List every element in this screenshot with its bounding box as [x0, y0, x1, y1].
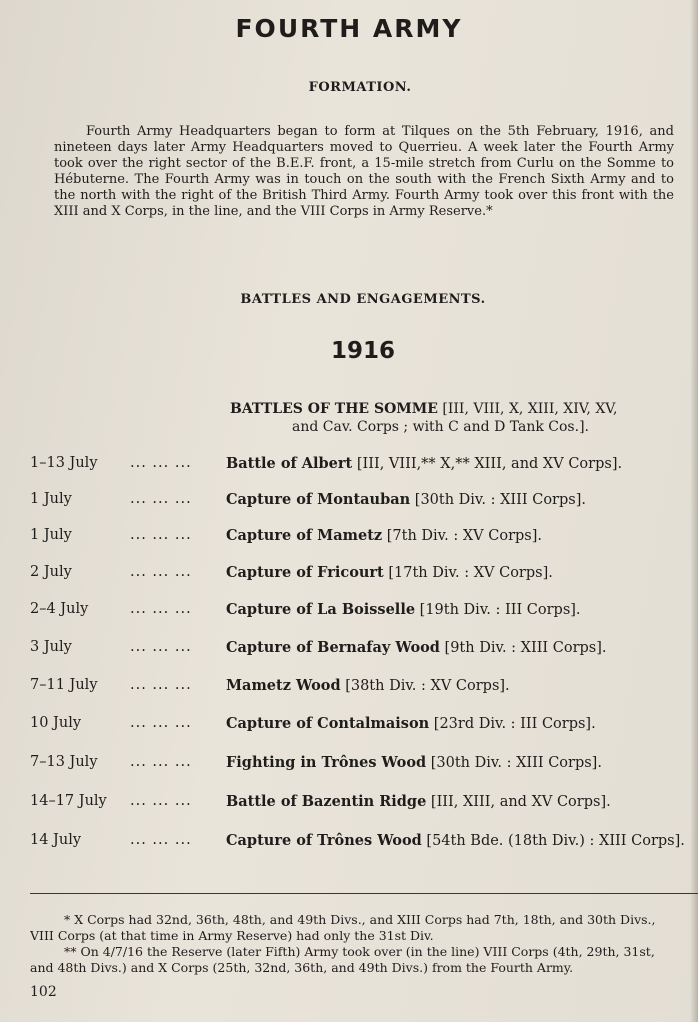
battle-row [30, 793, 698, 815]
somme-corps-line2: and Cav. Corps ; with C and D Tank Cos.]. [292, 419, 589, 435]
battle-date: 1 July [30, 491, 72, 507]
somme-heading [230, 400, 690, 436]
battle-name: Capture of Trônes Wood [226, 832, 422, 849]
leader-dots: ... ... ... [130, 564, 192, 580]
battle-name: Capture of Contalmaison [226, 715, 430, 732]
somme-corps-line1: [III, VIII, X, XIII, XIV, XV, [442, 401, 618, 417]
battle-date: 14 July [30, 832, 82, 848]
battle-date: 3 July [30, 639, 72, 655]
battle-row [30, 527, 698, 549]
formation-paragraph [54, 124, 674, 220]
battle-name: Battle of Bazentin Ridge [226, 793, 427, 810]
battle-name: Capture of La Boisselle [226, 601, 416, 618]
leader-dots: ... ... ... [130, 715, 192, 731]
battle-name: Capture of Mametz [226, 527, 383, 544]
leader-dots: ... ... ... [130, 455, 192, 471]
battle-detail: [III, XIII, and XV Corps]. [430, 794, 611, 810]
footnote-divider [30, 893, 698, 894]
leader-dots: ... ... ... [130, 793, 192, 809]
leader-dots: ... ... ... [130, 677, 192, 693]
footnotes [30, 912, 698, 976]
battle-date: 7–13 July [30, 754, 98, 770]
formation-heading: FORMATION. [308, 80, 412, 95]
battle-row [30, 832, 698, 854]
battle-name: Mametz Wood [226, 677, 341, 694]
battle-detail: [19th Div. : III Corps]. [419, 602, 581, 618]
page-number: 102 [30, 984, 57, 1000]
battle-name: Fighting in Trônes Wood [226, 754, 427, 771]
leader-dots: ... ... ... [130, 601, 192, 617]
formation-text: Fourth Army Headquarters began to form at Tilques on the 5th February, 1916, and nineteen days later Army Headquarters moved to Querrieu. A week later the Fourth Army took over the right sector of the B.E.F. front, a 15-mile stretch from Curlu on the Somme to Hébuterne. The Fourth Army was in touch on the south with the French Sixth Army and to the north with the right of the British Third Army. Fourth Army took over this front with the XIII and X Corps, in the line, and the VIII Corps in Army Reserve.* [54, 124, 674, 219]
battle-row [30, 564, 698, 586]
battle-detail: [30th Div. : XIII Corps]. [414, 492, 586, 508]
battle-row [30, 754, 698, 776]
year-heading: 1916 [330, 338, 395, 364]
leader-dots: ... ... ... [130, 639, 192, 655]
footnote-2-line2: and 48th Divs.) and X Corps (25th, 32nd, 36th, and 49th Divs.) from the Fourth Army. [30, 960, 574, 975]
battle-row [30, 455, 698, 477]
battle-row [30, 491, 698, 513]
battle-detail: [23rd Div. : III Corps]. [433, 716, 596, 732]
battle-row [30, 715, 698, 737]
leader-dots: ... ... ... [130, 527, 192, 543]
battle-date: 2 July [30, 564, 72, 580]
footnote-1-line1: * X Corps had 32nd, 36th, 48th, and 49th Divs., and XIII Corps had 7th, 18th, and 30th Divs., [64, 912, 656, 927]
battle-name: Battle of Albert [226, 455, 353, 472]
battle-detail: [54th Bde. (18th Div.) : XIII Corps]. [426, 833, 685, 849]
battle-date: 10 July [30, 715, 82, 731]
footnote-2-line1: ** On 4/7/16 the Reserve (later Fifth) Army took over (in the line) VIII Corps (4th, 29th, 31st, [64, 944, 655, 959]
page-title: FOURTH ARMY [235, 14, 463, 43]
battle-row [30, 601, 698, 623]
battle-detail: [38th Div. : XV Corps]. [345, 678, 510, 694]
somme-title: BATTLES OF THE SOMME [230, 401, 438, 417]
battle-date: 1–13 July [30, 455, 98, 471]
battle-detail: [III, VIII,** X,** XIII, and XV Corps]. [356, 456, 623, 472]
leader-dots: ... ... ... [130, 491, 192, 507]
battle-date: 1 July [30, 527, 72, 543]
footnote-1-line2: VIII Corps (at that time in Army Reserve) had only the 31st Div. [30, 928, 434, 943]
battle-detail: [7th Div. : XV Corps]. [386, 528, 543, 544]
battle-date: 14–17 July [30, 793, 107, 809]
battle-detail: [17th Div. : XV Corps]. [388, 565, 553, 581]
battles-heading: BATTLES AND ENGAGEMENTS. [240, 292, 486, 307]
battle-row [30, 639, 698, 661]
battle-row [30, 677, 698, 699]
battle-date: 7–11 July [30, 677, 98, 693]
battle-detail: [9th Div. : XIII Corps]. [444, 640, 607, 656]
leader-dots: ... ... ... [130, 754, 192, 770]
battle-detail: [30th Div. : XIII Corps]. [430, 755, 602, 771]
battle-name: Capture of Bernafay Wood [226, 639, 440, 656]
leader-dots: ... ... ... [130, 832, 192, 848]
battle-name: Capture of Montauban [226, 491, 411, 508]
battle-date: 2–4 July [30, 601, 89, 617]
battle-name: Capture of Fricourt [226, 564, 384, 581]
